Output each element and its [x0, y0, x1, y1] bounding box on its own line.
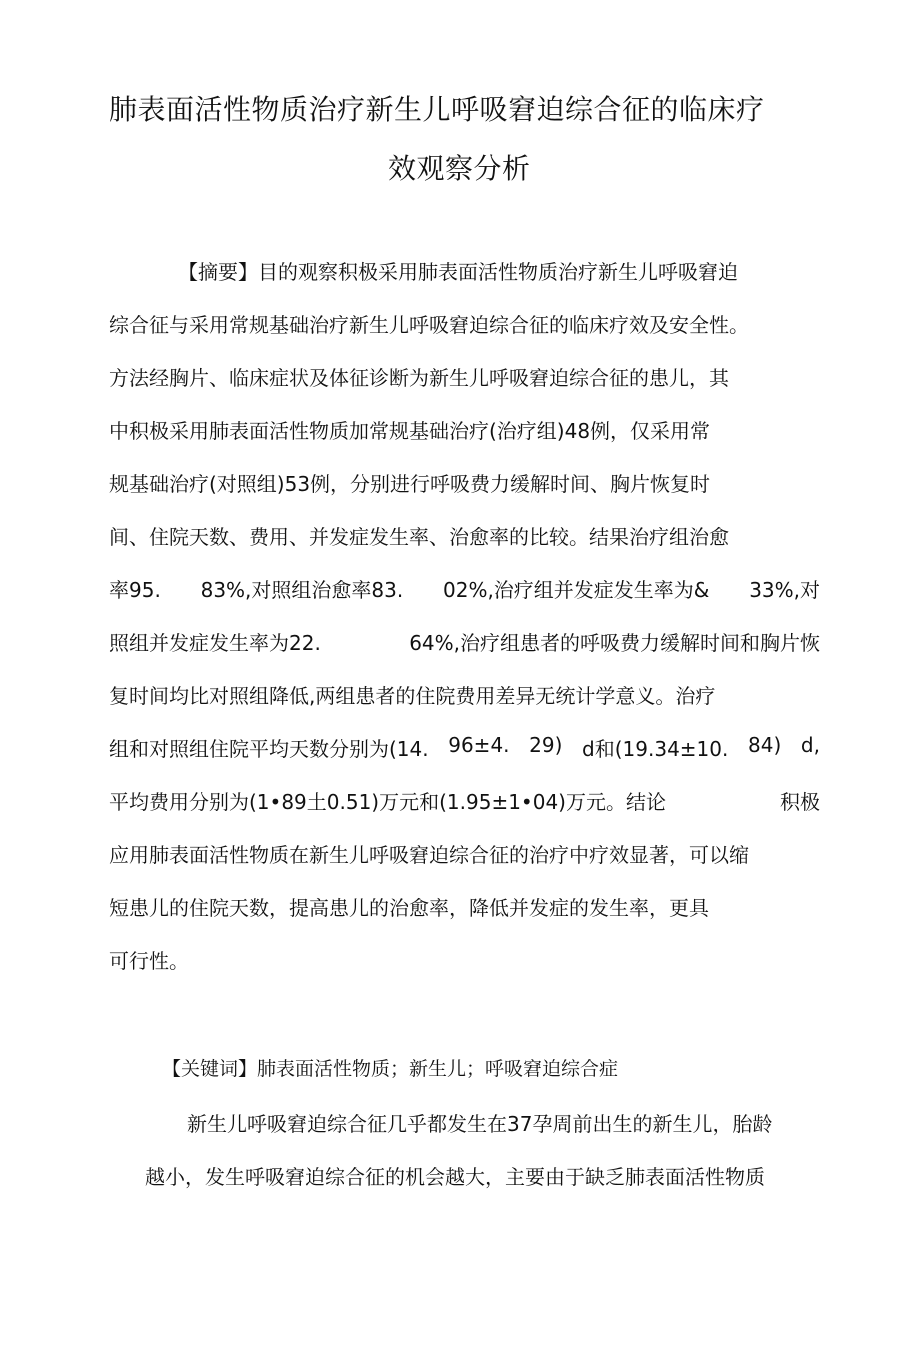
abstract-line-9: 复时间均比对照组降低,两组患者的住院费用差异无统计学意义。治疗: [109, 684, 716, 708]
line11-seg-2: 积极: [780, 790, 820, 814]
line7-seg-3: 02%,治疗组并发症发生率为&: [443, 578, 710, 602]
line10-seg-4: d和(19.34±10.: [582, 737, 729, 761]
abstract-line-12: 应用肺表面活性物质在新生儿呼吸窘迫综合征的治疗中疗效显著，可以缩: [109, 843, 749, 867]
keywords: 【关键词】肺表面活性物质；新生儿；呼吸窘迫综合症: [162, 1058, 619, 1080]
line10-seg-3: 29): [529, 733, 563, 757]
abstract-line-7: [109, 574, 820, 603]
line7-seg-2: 83%,对照组治愈率83.: [200, 578, 404, 602]
body-line-2: 越小，发生呼吸窘迫综合征的机会越大，主要由于缺乏肺表面活性物质: [145, 1165, 765, 1189]
line10-seg-6: d,: [800, 733, 820, 757]
body-line-1: 新生儿呼吸窘迫综合征几乎都发生在37孕周前出生的新生儿，胎龄: [187, 1112, 773, 1136]
abstract-line-1: 【摘要】目的观察积极采用肺表面活性物质治疗新生儿呼吸窘迫: [178, 260, 738, 284]
abstract-line-14: 可行性。: [109, 949, 189, 973]
abstract-line-5: 规基础治疗(对照组)53例，分别进行呼吸费力缓解时间、胸片恢复时: [109, 472, 711, 496]
line8-seg-1: 照组并发症发生率为22.: [109, 631, 321, 655]
abstract-line-11: [109, 786, 820, 815]
title-line-2: 效观察分析: [388, 152, 531, 185]
abstract-line-4: 中积极采用肺表面活性物质加常规基础治疗(治疗组)48例，仅采用常: [109, 419, 711, 443]
abstract-line-10: [109, 733, 820, 762]
abstract-line-8: [109, 627, 820, 656]
line8-seg-2: 64%,治疗组患者的呼吸费力缓解时间和胸片恢: [409, 631, 820, 655]
line10-seg-1: 组和对照组住院平均天数分别为(14.: [109, 737, 429, 761]
title-line-1: 肺表面活性物质治疗新生儿呼吸窘迫综合征的临床疗: [109, 93, 765, 126]
abstract-line-13: 短患儿的住院天数，提高患儿的治愈率，降低并发症的发生率，更具: [109, 896, 709, 920]
line11-seg-1: 平均费用分别为(1•89土0.51)万元和(1.95±1•04)万元。结论: [109, 790, 666, 814]
line7-seg-4: 33%,对: [749, 578, 820, 602]
abstract-line-6: 间、住院天数、费用、并发症发生率、治愈率的比较。结果治疗组治愈: [109, 525, 729, 549]
line10-seg-5: 84): [748, 733, 782, 757]
abstract-line-2: 综合征与采用常规基础治疗新生儿呼吸窘迫综合征的临床疗效及安全性。: [109, 313, 749, 337]
line7-seg-1: 率95.: [109, 578, 161, 602]
abstract-line-3: 方法经胸片、临床症状及体征诊断为新生儿呼吸窘迫综合征的患儿，其: [109, 366, 729, 390]
line10-seg-2: 96±4.: [448, 733, 510, 757]
